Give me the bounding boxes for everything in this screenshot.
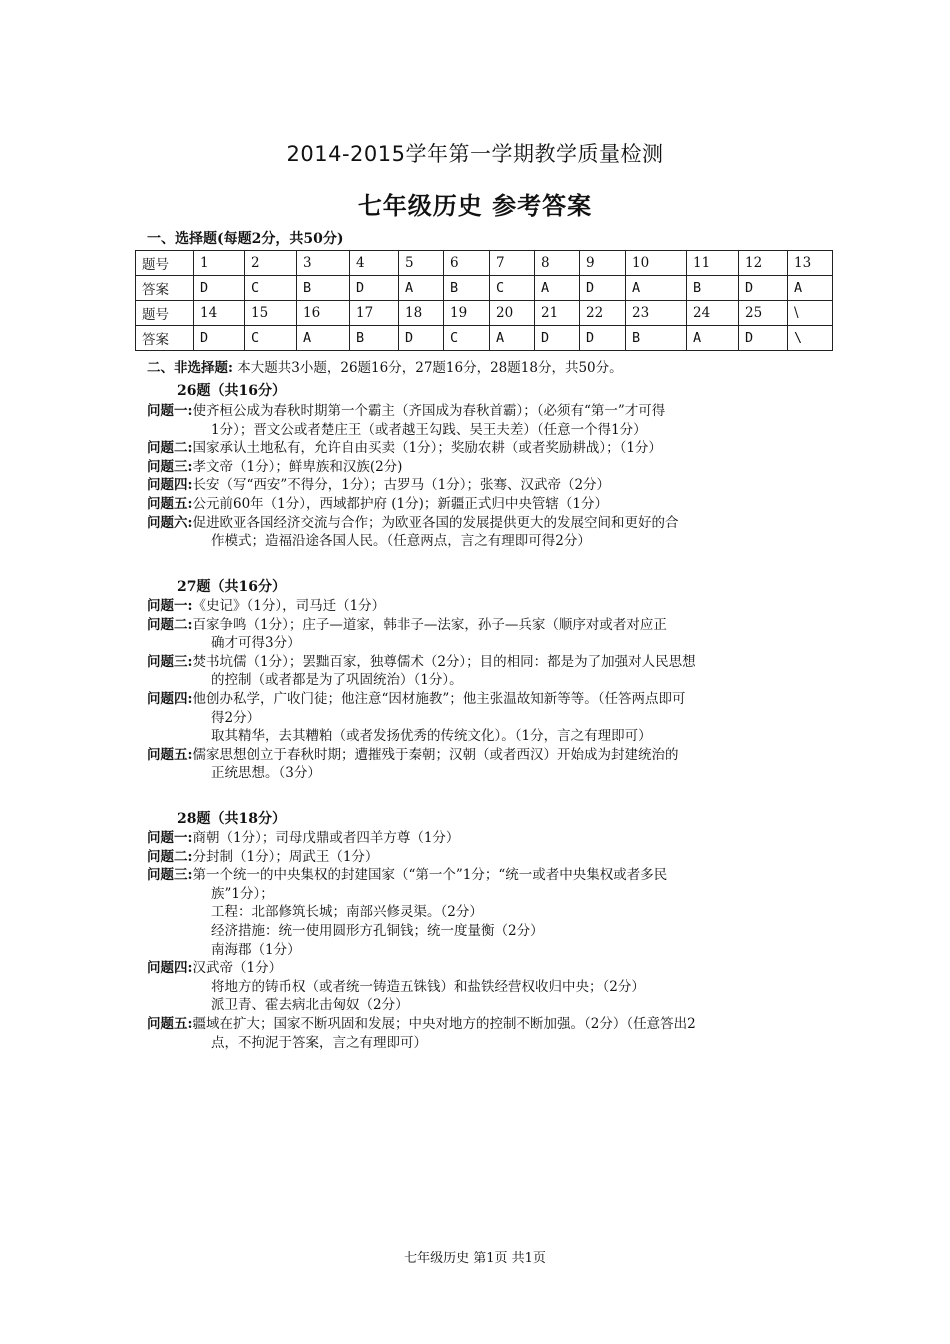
answer-table-cell: 21 xyxy=(535,301,580,326)
answer-table-cell: B xyxy=(687,276,739,301)
answer-table-cell: \ xyxy=(788,301,833,326)
answer-table-cell: 4 xyxy=(350,251,399,276)
answer-table-cell: 12 xyxy=(739,251,788,276)
q27-answer-line xyxy=(147,746,812,765)
answer-table-cell: 5 xyxy=(399,251,444,276)
answer-table-cell: 20 xyxy=(490,301,535,326)
q27-answer-line xyxy=(147,709,812,728)
q28-answer-line xyxy=(147,922,812,941)
answer-table-cell: 6 xyxy=(444,251,490,276)
q28-answer-line xyxy=(147,996,812,1015)
answer-table-row-label: 题号 xyxy=(136,301,194,326)
q28-item-label: 问题四: xyxy=(147,960,193,977)
answer-table-row xyxy=(136,326,833,351)
q26-item-label: 问题一: xyxy=(147,403,193,419)
answer-table-row xyxy=(136,251,833,276)
answer-table-cell: C xyxy=(490,276,535,301)
answer-table-cell: 25 xyxy=(739,301,788,326)
answer-table-cell: A xyxy=(535,276,580,301)
q27-item-text: 《史记》（1分），司马迁（1分） xyxy=(192,598,386,614)
q28-answer-line xyxy=(147,829,812,848)
q27-item-label: 问题一: xyxy=(147,598,193,614)
answer-table-cell: 9 xyxy=(580,251,626,276)
answer-table-cell: 15 xyxy=(245,301,297,326)
q26-item-text: 孝文帝（1分）；鲜卑族和汉族(2分) xyxy=(192,458,403,475)
doc-subtitle: 七年级历史 参考答案 xyxy=(357,192,593,220)
q26-answer-line xyxy=(147,532,812,551)
q28-answer-line xyxy=(147,1015,812,1034)
q28-item-text: 汉武帝（1分） xyxy=(192,960,283,977)
answer-table-cell: 1 xyxy=(194,251,245,276)
answer-table-cell: 13 xyxy=(788,251,833,276)
q28-heading: 28题（共18分） xyxy=(177,811,286,827)
q27-item-text: 他创办私学，广收门徒；他注意“因材施教”；他主张温故知新等等。（任答两点即可 xyxy=(192,690,686,707)
answer-table-cell: A xyxy=(687,326,739,351)
q27-answer-line xyxy=(147,671,812,690)
q26-answer-line xyxy=(147,421,812,440)
answer-table-cell: 22 xyxy=(580,301,626,326)
q28-item-text: 族”1分）； xyxy=(211,885,274,902)
q28-item-label: 问题五: xyxy=(147,1015,193,1032)
answer-table-cell: C xyxy=(245,326,297,351)
answer-table-cell: 2 xyxy=(245,251,297,276)
answer-table-cell: A xyxy=(626,276,687,301)
answer-table-cell: B xyxy=(444,276,490,301)
q26-answer-line xyxy=(147,402,812,421)
answer-table-cell: 19 xyxy=(444,301,490,326)
answer-table-cell: 3 xyxy=(297,251,350,276)
q27-item-text: 确才可得3分） xyxy=(211,635,301,652)
answer-table-row xyxy=(136,276,833,301)
q26-answer-line xyxy=(147,458,812,477)
q28-answer-line xyxy=(147,959,812,978)
answer-table-cell: 16 xyxy=(297,301,350,326)
answer-table-cell: 17 xyxy=(350,301,399,326)
q28-item-text: 南海郡（1分） xyxy=(211,941,301,958)
q26-item-text: 促进欧亚各国经济交流与合作；为欧亚各国的发展提供更大的发展空间和更好的合 xyxy=(192,514,679,531)
q26-item-text: 长安（写“西安”不得分，1分）；古罗马（1分）；张骞、汉武帝（2分） xyxy=(192,477,611,494)
q28-item-text: 将地方的铸币权（或者统一铸造五铢钱）和盐铁经营权收归中央；（2分） xyxy=(211,978,645,995)
q28-answer-line xyxy=(147,903,812,922)
answer-table-row xyxy=(136,301,833,326)
q28-item-text: 疆域在扩大；国家不断巩固和发展；中央对地方的控制不断加强。（2分）（任意答出2 xyxy=(192,1015,696,1032)
q26-item-label: 问题三: xyxy=(147,458,193,475)
section2-title: 二、非选择题: xyxy=(147,360,233,376)
q28-answer-line xyxy=(147,885,812,904)
q28-item-text: 商朝（1分）；司母戊鼎或者四羊方尊（1分） xyxy=(192,830,460,846)
q27-answer-line xyxy=(147,597,812,616)
q27-answer-line xyxy=(147,727,812,746)
answer-table-cell: D xyxy=(350,276,399,301)
q26-item-text: 使齐桓公成为春秋时期第一个霸主（齐国成为春秋首霸）；（必须有“第一”才可得 xyxy=(192,403,666,419)
q28-answer-line xyxy=(147,941,812,960)
answer-table-cell: A xyxy=(399,276,444,301)
q27-answers xyxy=(147,597,812,783)
q26-answer-line xyxy=(147,476,812,495)
q27-item-label: 问题五: xyxy=(147,746,193,763)
q27-item-label: 问题四: xyxy=(147,690,193,707)
answer-table-cell: D xyxy=(194,326,245,351)
q27-answer-line xyxy=(147,764,812,783)
q28-item-label: 问题三: xyxy=(147,867,193,884)
q26-answer-line xyxy=(147,514,812,533)
q28-answer-line xyxy=(147,866,812,885)
q28-answers xyxy=(147,829,812,1052)
q27-item-label: 问题二: xyxy=(147,616,193,633)
q28-item-label: 问题一: xyxy=(147,830,193,846)
q27-answer-line xyxy=(147,616,812,635)
q27-item-text: 焚书坑儒（1分）；罢黜百家，独尊儒术（2分）；目的相同：都是为了加强对人民思想 xyxy=(192,653,696,670)
answer-table-cell: B xyxy=(297,276,350,301)
answer-table-cell: A xyxy=(788,276,833,301)
page-footer: 七年级历史 第1页 共1页 xyxy=(404,1251,546,1266)
answer-table-cell: B xyxy=(626,326,687,351)
q28-item-text: 点，不拘泥于答案，言之有理即可） xyxy=(211,1034,427,1051)
answer-table-cell: C xyxy=(245,276,297,301)
answer-table xyxy=(135,250,833,351)
q28-item-label: 问题二: xyxy=(147,848,193,865)
q27-item-text: 得2分） xyxy=(211,709,261,726)
q26-item-label: 问题六: xyxy=(147,514,193,531)
answer-table-cell: D xyxy=(739,276,788,301)
q28-item-text: 第一个统一的中央集权的封建国家（“第一个”1分；“统一或者中央集权或者多民 xyxy=(192,867,668,884)
q26-item-text: 1分）；晋文公或者楚庄王（或者越王勾践、吴王夫差）（任意一个得1分） xyxy=(211,421,647,438)
answer-table-cell: 14 xyxy=(194,301,245,326)
q26-answer-line xyxy=(147,439,812,458)
answer-table-cell: D xyxy=(580,326,626,351)
answer-table-cell: 7 xyxy=(490,251,535,276)
q26-item-text: 公元前60年（1分），西域都护府 (1分)；新疆正式归中央管辖（1分） xyxy=(192,495,609,512)
q28-item-text: 分封制（1分）；周武王（1分） xyxy=(192,848,379,865)
answer-table-cell: D xyxy=(580,276,626,301)
answer-table-cell: 11 xyxy=(687,251,739,276)
answer-table-cell: \ xyxy=(788,326,833,351)
q28-item-text: 派卫青、霍去病北击匈奴（2分） xyxy=(211,997,409,1014)
answer-table-cell: D xyxy=(535,326,580,351)
q26-item-text: 作模式；造福沿途各国人民。（任意两点，言之有理即可得2分） xyxy=(211,533,591,550)
answer-table-cell: 23 xyxy=(626,301,687,326)
q26-heading: 26题（共16分） xyxy=(177,383,286,399)
answer-table-cell: D xyxy=(399,326,444,351)
answer-table-cell: D xyxy=(739,326,788,351)
q27-item-text: 的控制（或者都是为了巩固统治）（1分）。 xyxy=(211,672,463,689)
section2-heading xyxy=(147,356,623,376)
section1-heading: 一、选择题(每题2分，共50分) xyxy=(147,231,344,247)
q26-item-label: 问题二: xyxy=(147,440,193,457)
answer-table-cell: 8 xyxy=(535,251,580,276)
q27-item-text: 百家争鸣（1分）；庄子—道家，韩非子—法家，孙子—兵家（顺序对或者对应正 xyxy=(192,616,667,633)
answer-table-cell: B xyxy=(350,326,399,351)
answer-table-cell: A xyxy=(297,326,350,351)
q27-answer-line xyxy=(147,653,812,672)
answer-table-row-label: 答案 xyxy=(136,276,194,301)
answer-table-cell: 18 xyxy=(399,301,444,326)
doc-title: 2014-2015学年第一学期教学质量检测 xyxy=(286,142,664,166)
q27-item-text: 正统思想。（3分） xyxy=(211,765,321,782)
answer-table-row-label: 答案 xyxy=(136,326,194,351)
answer-table-cell: A xyxy=(490,326,535,351)
q28-item-text: 工程：北部修筑长城；南部兴修灵渠。（2分） xyxy=(211,904,483,921)
answer-table-cell: C xyxy=(444,326,490,351)
q28-answer-line xyxy=(147,978,812,997)
q27-item-text: 取其精华，去其糟粕（或者发扬优秀的传统文化）。（1分，言之有理即可） xyxy=(211,728,652,745)
q28-answer-line xyxy=(147,1034,812,1053)
answer-table-row-label: 题号 xyxy=(136,251,194,276)
q28-answer-line xyxy=(147,848,812,867)
q26-answers xyxy=(147,402,812,551)
section2-desc: 本大题共3小题，26题16分，27题16分，28题18分，共50分。 xyxy=(237,360,623,376)
answer-table-cell: 10 xyxy=(626,251,687,276)
answer-table-cell: 24 xyxy=(687,301,739,326)
q26-item-text: 国家承认土地私有，允许自由买卖（1分）；奖励农耕（或者奖励耕战）；（1分） xyxy=(192,440,662,457)
q27-answer-line xyxy=(147,690,812,709)
q27-item-text: 儒家思想创立于春秋时期；遭摧残于秦朝；汉朝（或者西汉）开始成为封建统治的 xyxy=(192,746,679,763)
q27-item-label: 问题三: xyxy=(147,653,193,670)
q26-item-label: 问题五: xyxy=(147,495,193,512)
answer-table-cell: D xyxy=(194,276,245,301)
q26-answer-line xyxy=(147,495,812,514)
q27-answer-line xyxy=(147,634,812,653)
q26-item-label: 问题四: xyxy=(147,477,193,494)
q27-heading: 27题（共16分） xyxy=(177,579,286,595)
q28-item-text: 经济措施：统一使用圆形方孔铜钱；统一度量衡（2分） xyxy=(211,922,544,939)
